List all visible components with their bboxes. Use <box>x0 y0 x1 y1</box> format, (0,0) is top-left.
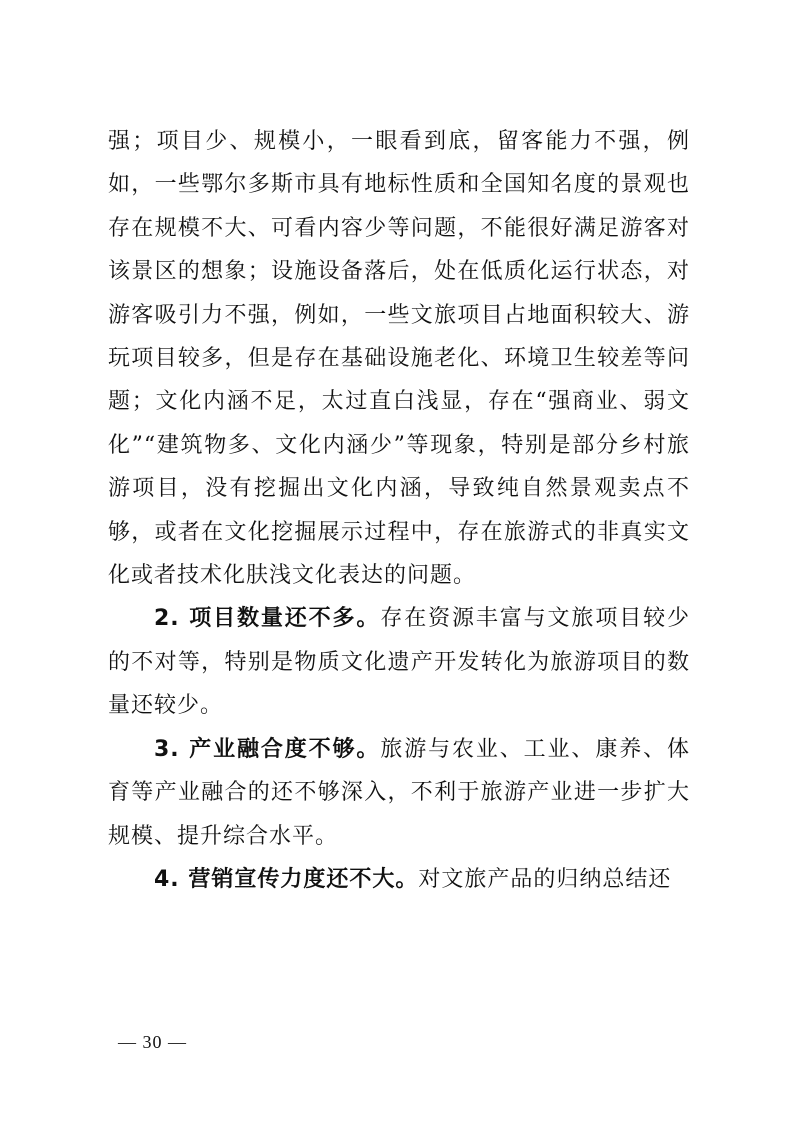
paragraph-text: 旅游与农业、工业、康养、体育等产业融合的还不够深入，不利于旅游产业进一步扩大规模、提升综合水平。 <box>108 736 690 849</box>
document-body <box>108 120 690 901</box>
paragraph-item-3 <box>108 728 690 858</box>
section-heading-2: 2. 项目数量还不多。 <box>154 606 381 632</box>
paragraph-text: 对文旅产品的归纳总结还 <box>418 866 672 892</box>
paragraph-text: 强；项目少、规模小，一眼看到底，留客能力不强，例如，一些鄂尔多斯市具有地标性质和全国知名度的景观也存在规模不大、可看内容少等问题，不能很好满足游客对该景区的想象；设施设备落后，处在低质化运行状态，对游客吸引力不强，例如，一些文旅项目占地面积较大、游玩项目较多，但是存在基础设施老化、环境卫生较差等问题；文化内涵不足，太过直白浅显，存在“强商业、弱文化”“建筑物多、文化内涵少”等现象，特别是部分乡村旅游项目，没有挖掘出文化内涵，导致纯自然景观卖点不够，或者在文化挖掘展示过程中，存在旅游式的非真实文化或者技术化肤浅文化表达的问题。 <box>108 129 690 589</box>
paragraph-item-4 <box>108 858 690 901</box>
paragraph-continuation <box>108 120 690 597</box>
section-heading-3: 3. 产业融合度不够。 <box>154 736 381 762</box>
section-heading-4: 4. 营销宣传力度还不大。 <box>154 866 419 892</box>
paragraph-text: 存在资源丰富与文旅项目较少的不对等，特别是物质文化遗产开发转化为旅游项目的数量还较少。 <box>108 606 690 719</box>
page-number: — 30 — <box>118 1032 187 1052</box>
paragraph-item-2 <box>108 597 690 727</box>
